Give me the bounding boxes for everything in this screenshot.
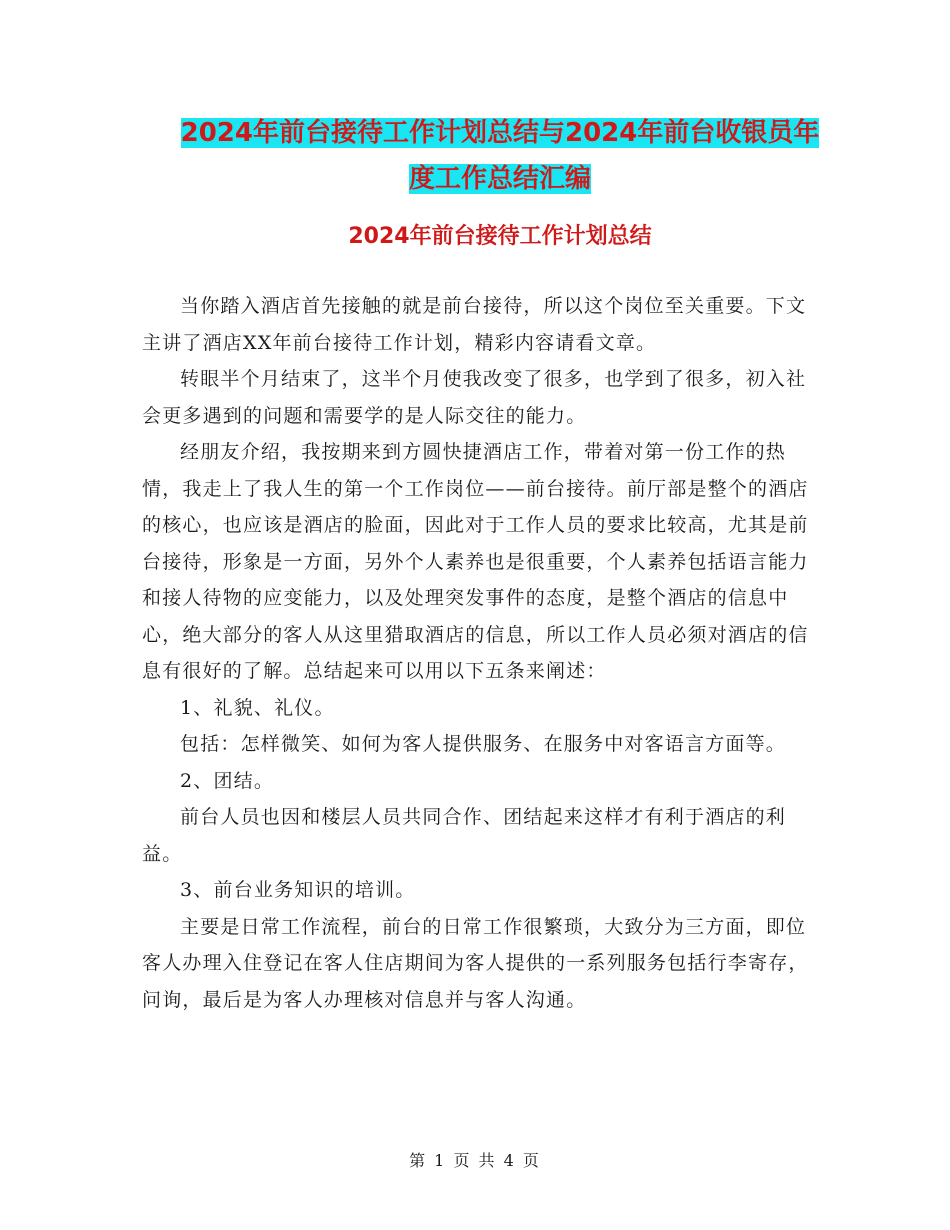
paragraph: 前台人员也因和楼层人员共同合作、团结起来这样才有利于酒店的利益。	[142, 806, 787, 865]
list-heading: 3、前台业务知识的培训。	[180, 879, 416, 901]
paragraph: 主要是日常工作流程，前台的日常工作很繁琐，大致分为三方面，即位客人办理入住登记在客人住店期间为客人提供的一系列服务包括行李寄存，问询，最后是为客人办理核对信息并与客人沟通。	[142, 915, 809, 1011]
paragraph: 转眼半个月结束了，这半个月使我改变了很多，也学到了很多，初入社会更多遇到的问题和需要学的是人际交往的能力。	[142, 368, 807, 427]
section-title: 2024年前台接待工作计划总结	[348, 224, 652, 249]
list-heading: 1、礼貌、礼仪。	[180, 696, 335, 719]
document-title-line-1: 2024年前台接待工作计划总结与2024年前台收银员年	[180, 118, 820, 148]
document-title-line-2: 度工作总结汇编	[408, 164, 591, 194]
document-body	[142, 288, 810, 1018]
paragraph: 包括：怎样微笑、如何为客人提供服务、在服务中对客语言方面等。	[180, 733, 787, 755]
page-footer: 第 1 页 共 4 页	[409, 1151, 541, 1170]
paragraph: 当你踏入酒店首先接触的就是前台接待，所以这个岗位至关重要。下文主讲了酒店XX年前台接待工作计划，精彩内容请看文章。	[142, 295, 807, 354]
list-heading: 2、团结。	[180, 769, 275, 792]
paragraph: 经朋友介绍，我按期来到方圆快捷酒店工作，带着对第一份工作的热情，我走上了我人生的第一个工作岗位——前台接待。前厅部是整个的酒店的核心，也应该是酒店的脸面，因此对于工作人员的要求比较高，尤其是前台接待，形象是一方面，另外个人素养也是很重要，个人素养包括语言能力和接人待物的应变能力，以及处理突发事件的态度，是整个酒店的信息中心，绝大部分的客人从这里猎取酒店的信息，所以工作人员必须对酒店的信息有很好的了解。总结起来可以用以下五条来阐述：	[142, 441, 809, 682]
document-title	[140, 110, 860, 202]
